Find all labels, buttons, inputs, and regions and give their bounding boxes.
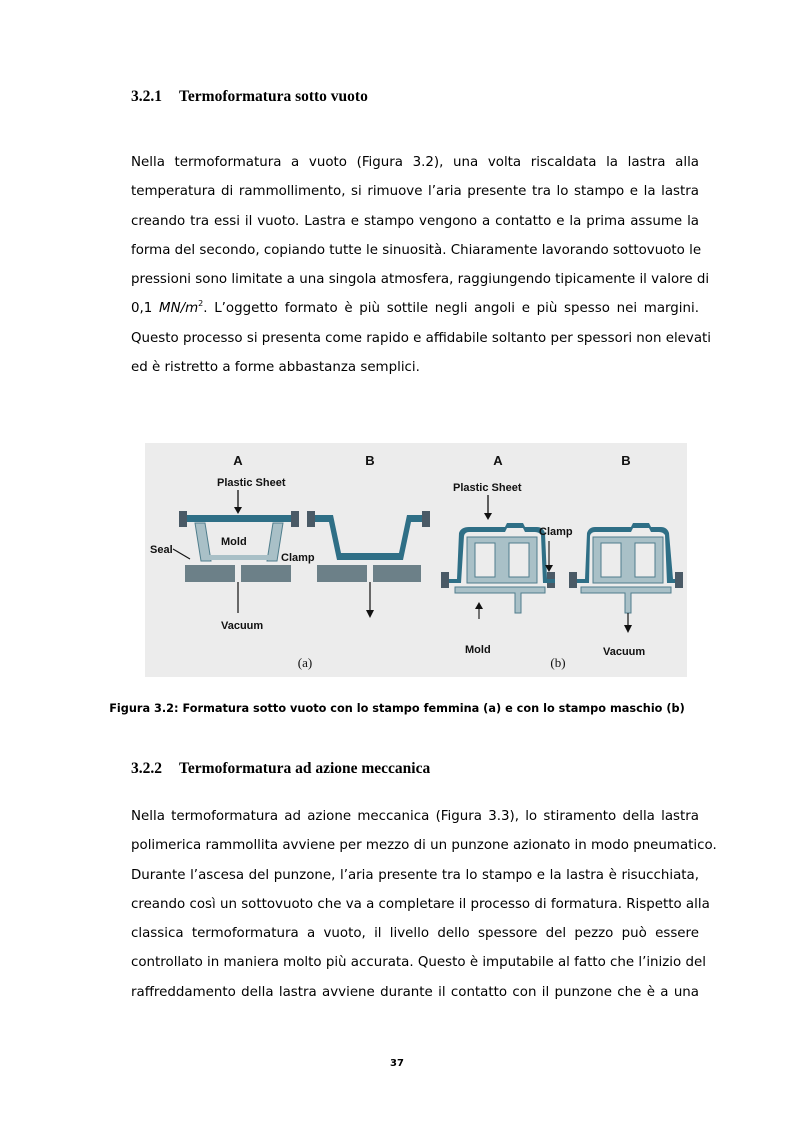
- text-line: creando così un sottovuoto che va a completare il processo di formatura. Rispetto alla: [131, 896, 710, 912]
- text-line: forma del secondo, copiando tutte le sinuosità. Chiaramente lavorando sottovuoto le: [131, 242, 702, 258]
- seal-pointer: [173, 549, 190, 559]
- arrow-head: [366, 610, 374, 618]
- section-number: 3.2.2: [131, 760, 162, 777]
- page-number: 37: [390, 1058, 404, 1069]
- text-line: creando tra essi il vuoto. Lastra e stampo vengono a contatto e la prima assume la: [131, 213, 699, 229]
- section-number: 3.2.1: [131, 88, 162, 105]
- label-a-B: B: [365, 453, 375, 468]
- label-a-plastic-sheet: Plastic Sheet: [217, 477, 286, 489]
- text-line: [131, 294, 699, 323]
- label-a-clamp: Clamp: [281, 552, 315, 564]
- mold-cavity: [509, 543, 529, 577]
- label-panel-a: (a): [297, 655, 313, 670]
- label-b-B: B: [621, 453, 631, 468]
- figure-illustration: [145, 443, 687, 677]
- text-line: Nella termoformatura ad azione meccanica (Figura 3.3), lo stiramento della lastra: [131, 809, 699, 824]
- paragraph-vacuum-forming: [131, 148, 712, 382]
- arrow-head: [624, 625, 632, 633]
- mold-floor: [205, 555, 273, 560]
- text-fragment: . L’oggetto formato è più sottile negli angoli e più spesso nei margini.: [203, 301, 699, 317]
- clamp-left: [179, 511, 187, 527]
- clamp-left: [441, 572, 449, 588]
- text-line: ed è ristretto a forme abbastanza semplici.: [131, 360, 420, 376]
- arrow-head: [234, 507, 242, 514]
- vacuum-channel: [581, 587, 671, 613]
- unit-exponent: 2: [198, 299, 204, 309]
- section-title: Termoformatura sotto vuoto: [179, 88, 368, 105]
- section-heading-3-2-1: [131, 88, 368, 106]
- text-line: controllato in maniera molto più accurata. Questo è imputabile al fatto che l’inizio del: [131, 955, 706, 971]
- label-a-A: A: [233, 453, 243, 468]
- section-heading-3-2-2: [131, 760, 430, 778]
- mold-cavity: [601, 543, 621, 577]
- mold-cavity: [635, 543, 655, 577]
- section-title: Termoformatura ad azione meccanica: [179, 760, 431, 777]
- figure-caption: Figura 3.2: Formatura sotto vuoto con lo stampo femmina (a) e con lo stampo maschio (b): [109, 702, 685, 715]
- label-a-vacuum: Vacuum: [221, 620, 264, 632]
- arrow-head: [484, 513, 492, 520]
- clamp-right: [422, 511, 430, 527]
- arrow-head: [475, 602, 483, 609]
- clamp-left: [307, 511, 315, 527]
- label-b-vacuum: Vacuum: [603, 646, 646, 658]
- label-a-seal: Seal: [150, 544, 173, 556]
- figure-vacuum-forming: [145, 443, 687, 677]
- label-b-clamp: Clamp: [539, 526, 573, 538]
- text-line: temperatura di rammollimento, si rimuove l’aria presente tra lo stampo e la lastra: [131, 184, 699, 200]
- text-line: polimerica rammollita avviene per mezzo di un punzone azionato in modo pneumatico.: [131, 838, 717, 854]
- text-line: pressioni sono limitate a una singola atmosfera, raggiungendo tipicamente il valore di: [131, 272, 710, 288]
- text-line: Durante l’ascesa del punzone, l’aria presente tra lo stampo e la lastra è risucchiata,: [131, 867, 699, 883]
- text-line: classica termoformatura a vuoto, il livello dello spessore del pezzo può essere: [131, 926, 699, 942]
- panel-b-diagram: [441, 453, 683, 670]
- mold-cavity: [475, 543, 495, 577]
- label-b-A: A: [493, 453, 503, 468]
- text-line: Nella termoformatura a vuoto (Figura 3.2), una volta riscaldata la lastra alla: [131, 155, 699, 170]
- label-b-plastic-sheet: Plastic Sheet: [453, 482, 522, 494]
- unit-text: MN/m: [159, 301, 199, 317]
- paragraph-mechanical-forming: [131, 802, 717, 1007]
- text-line: Questo processo si presenta come rapido e affidabile soltanto per spessori non elevati: [131, 330, 712, 346]
- clamp-left: [569, 572, 577, 588]
- vacuum-channel: [455, 587, 545, 613]
- label-panel-b: (b): [550, 655, 566, 670]
- text-line: raffreddamento della lastra avviene durante il contatto con il punzone che è a una: [131, 984, 699, 1000]
- text-fragment: 0,1: [131, 301, 160, 317]
- label-a-mold: Mold: [221, 536, 247, 548]
- formed-sheet: [315, 515, 422, 560]
- panel-a-diagram: [150, 453, 430, 670]
- clamp-right: [291, 511, 299, 527]
- clamp-right: [675, 572, 683, 588]
- label-b-mold: Mold: [465, 644, 491, 656]
- plastic-sheet: [187, 515, 291, 522]
